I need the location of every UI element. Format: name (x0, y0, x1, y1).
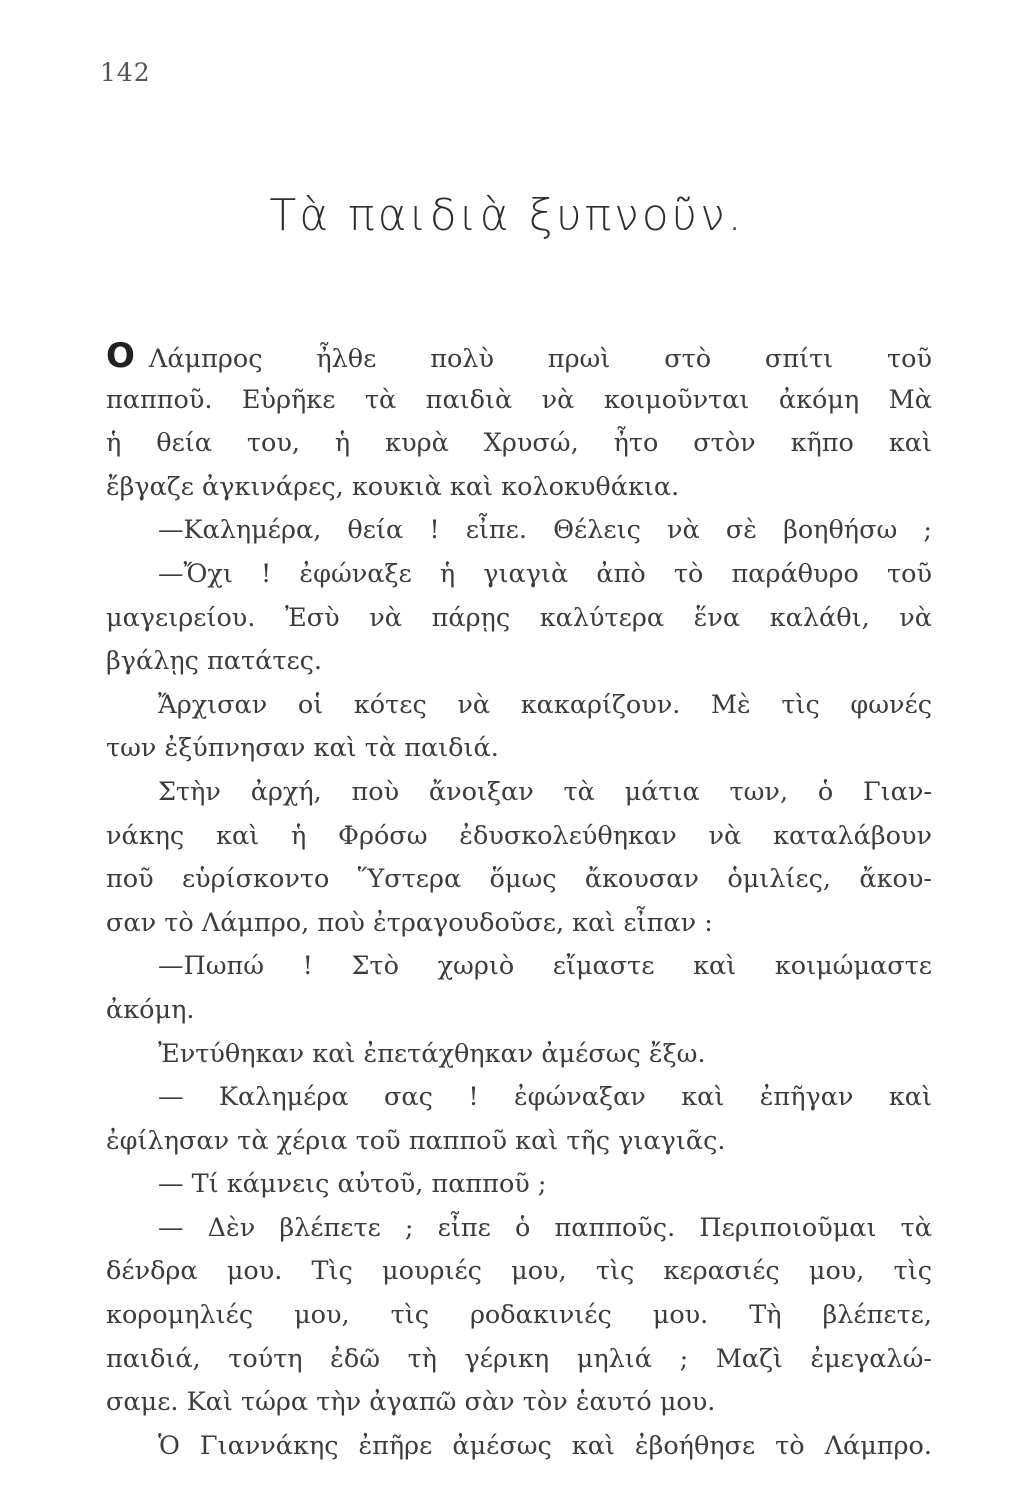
text-line (106, 945, 932, 989)
text-line (106, 858, 932, 902)
text-line-content: ἐφίλησαν τὰ χέρια τοῦ παπποῦ καὶ τῆς γιαγιᾶς. (106, 1125, 726, 1156)
text-line-content: ἀκόμη. (106, 994, 195, 1025)
text-line-content: νάκης καὶ ἡ Φρόσω ἐδυσκολεύθηκαν νὰ καταλάβουν (106, 820, 932, 851)
text-line (106, 553, 932, 597)
text-line (106, 1207, 932, 1251)
text-line (106, 597, 932, 641)
text-line (106, 379, 932, 423)
text-line-content: Στὴν ἀρχή, ποὺ ἄνοιξαν τὰ μάτια των, ὁ Γιαν- (158, 776, 932, 807)
drop-cap: Ο (106, 336, 135, 376)
text-line-content: μαγειρείου. Ἐσὺ νὰ πάρῃς καλύτερα ἕνα καλάθι, νὰ (106, 602, 932, 633)
text-line-content: Ἄρχισαν οἱ κότες νὰ κακαρίζουν. Μὲ τὶς φωνές (158, 689, 932, 720)
text-line-content: σαμε. Καὶ τώρα τὴν ἀγαπῶ σὰν τὸν ἑαυτό μου. (106, 1387, 716, 1418)
text-line (106, 1425, 932, 1469)
text-line (106, 1381, 932, 1425)
text-line (106, 684, 932, 728)
body-text (106, 335, 932, 1468)
text-line-content: Ἐντύθηκαν καὶ ἐπετάχθηκαν ἀμέσως ἔξω. (158, 1038, 706, 1069)
text-line (106, 815, 932, 859)
text-line-content: ἡ θεία του, ἡ κυρὰ Χρυσώ, ἦτο στὸν κῆπο καὶ (106, 428, 932, 459)
text-line-content: —Ὄχι ! ἐφώναξε ἡ γιαγιὰ ἀπὸ τὸ παράθυρο τοῦ (158, 558, 932, 589)
text-line-content: των ἐξύπνησαν καὶ τὰ παιδιά. (106, 733, 499, 764)
text-line (106, 509, 932, 553)
text-line-content: ποῦ εὑρίσκοντο Ὕστερα ὅμως ἄκουσαν ὁμιλίες, ἄκου- (106, 864, 932, 895)
text-line-content: δένδρα μου. Τὶς μουριές μου, τὶς κερασιές μου, τὶς (106, 1256, 932, 1287)
text-line-content: — Τί κάμνεις αὐτοῦ, παπποῦ ; (158, 1169, 547, 1200)
text-line (106, 466, 932, 510)
text-line-content: —Καλημέρα, θεία ! εἶπε. Θέλεις νὰ σὲ βοηθήσω ; (158, 515, 932, 546)
text-line-content: κορομηλιές μου, τὶς ροδακινιές μου. Τὴ βλέπετε, (106, 1300, 932, 1331)
text-line (106, 1338, 932, 1382)
page-number: 142 (100, 58, 151, 87)
text-line (106, 1294, 932, 1338)
text-line-content: παπποῦ. Εὑρῆκε τὰ παιδιὰ νὰ κοιμοῦνται ἀκόμη Μὰ (106, 384, 932, 415)
text-line (106, 1076, 932, 1120)
text-line-content: ἔβγαζε ἀγκινάρες, κουκιὰ καὶ κολοκυθάκια. (106, 471, 680, 502)
text-line-content: Ὁ Γιαννάκης ἐπῆρε ἀμέσως καὶ ἐβοήθησε τὸ Λάμπρο. (158, 1430, 932, 1461)
text-line (106, 1163, 932, 1207)
chapter-title: Τὰ παιδιὰ ξυπνοῦν. (269, 190, 745, 241)
text-line (106, 422, 932, 466)
text-line-content: — Καλημέρα σας ! ἐφώναξαν καὶ ἐπῆγαν καὶ (158, 1082, 932, 1113)
text-line (106, 1120, 932, 1164)
text-line-content: Λάμπρος ἦλθε πολὺ πρωὶ στὸ σπίτι τοῦ (148, 344, 932, 374)
text-line (106, 989, 932, 1033)
text-line (106, 727, 932, 771)
text-line (106, 335, 932, 379)
text-line-content: — Δὲν βλέπετε ; εἶπε ὁ παπποῦς. Περιποιοῦμαι τὰ (158, 1212, 932, 1243)
text-line-content: —Πωπώ ! Στὸ χωριὸ εἴμαστε καὶ κοιμώμαστε (158, 951, 932, 982)
text-line-content: βγάλῃς πατάτες. (106, 646, 323, 677)
text-line (106, 1033, 932, 1077)
text-line (106, 902, 932, 946)
text-line-content: σαν τὸ Λάμπρο, ποὺ ἐτραγουδοῦσε, καὶ εἶπαν : (106, 907, 713, 938)
text-line (106, 771, 932, 815)
text-line-content: παιδιά, τούτη ἐδῶ τὴ γέρικη μηλιά ; Μαζὶ ἐμεγαλώ- (106, 1343, 932, 1374)
text-line (106, 640, 932, 684)
text-line (106, 1250, 932, 1294)
